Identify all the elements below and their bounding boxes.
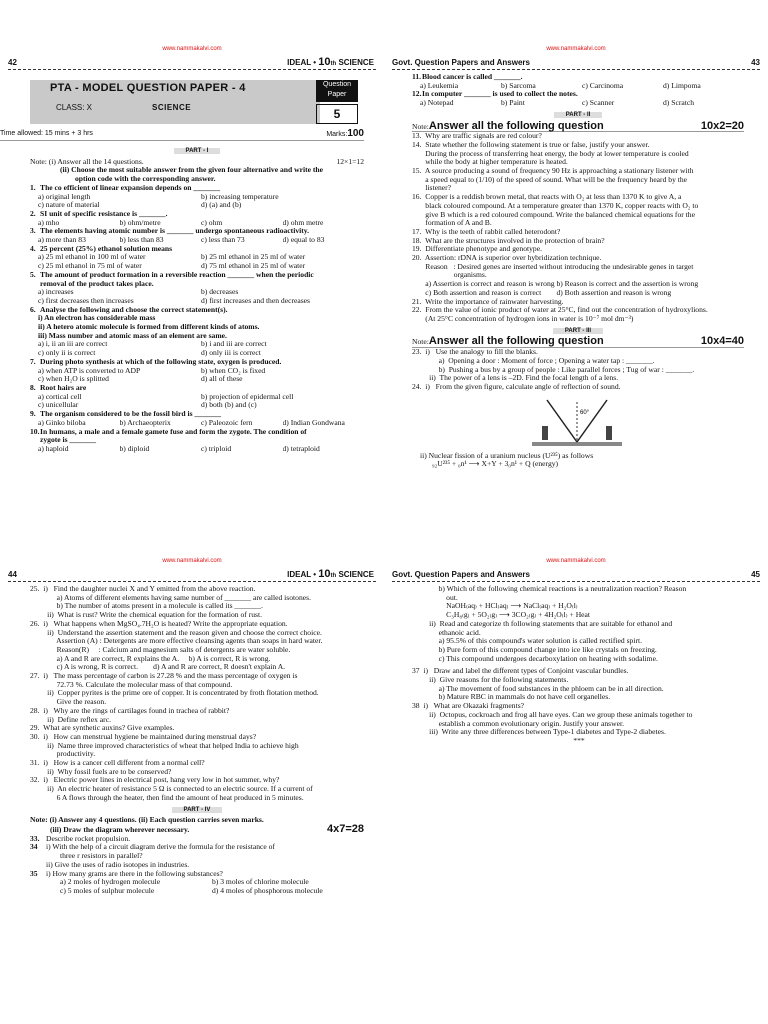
section-heading: Note:Answer all the following question 10x2=20 xyxy=(412,119,744,132)
question-line: 13. Why are traffic signals are red colour? xyxy=(412,132,542,141)
watermark: www.nammakalvi.com xyxy=(162,558,222,564)
question-line: 22. From the value of ionic product of water at 25°C, find out the concentration of hydroxylions. xyxy=(412,306,708,315)
question-2: 2. SI unit of specific resistance is _______. xyxy=(30,208,168,218)
question-line: 31. i) How is a cancer cell different from a normal cell? xyxy=(30,759,205,768)
question-line: 29. What are synthetic auxins? Give examples. xyxy=(30,724,175,733)
question-34: 34 i) With the help of a circuit diagram derive the formula for the resistance of three r resistors in parallel? ii) Give the uses of radio isotopes in industries. xyxy=(30,842,275,869)
watermark: www.nammakalvi.com xyxy=(162,46,222,52)
part3-body: 25. i) Find the daughter nuclei X and Y emitted from the above reaction. a) Atoms of different elements having same number of _______ are called isotones. b) The number of atoms present in a molecule is called its _______. ii) What is rust? Write the chemical equation for the formation of rust. 26. i) What happens when MgSO₄.7H₂O is heated? Write the appropriate equation. ii) Understand the assertion statement and the reason given and choose the correct choice. Assertion (A) : Detergents are more effective cleansing agents than soaps in hard water. Reason(R) : Calcium and magnesium salts of detergents are water soluble. a) A and R are correct, R explains the A. b) A is correct, R is wrong. c) A is wrong, R is correct. d) A and R are correct, R doesn't explain A. 27. i) The mass percentage of carbon is 27.28 % and the mass percentage of oxygen is 72.73 %. Calculate the molecular mass of that compound. ii) Copper pyrites is the prime ore of copper. It is concentrated by froth flotation method. Give the reason. 28. i) Why are the rings of cartilages found in trachea of rabbit? ii) Define reflex arc. 29. What are synthetic auxins? Give examples. 30. i) How can menstrual hygiene be maintained during menstrual days? ii) Name three improved characteristics of wheat that helped India to achieve high productivity. 31. i) How is a cancer cell different from a normal cell? ii) Why fossil fuels are to be conserved? 32. i) Electric power lines in electrical post, hang very low in hot summer, why? ii) An electric heater of resistance 5 Ω is connected to an electric source. If a current of 6 A flows through the heater, then find the amount of heat produced in 5 minutes. PART - IV Note: (i) Answer any 4 questions. (ii) Each question carries seven marks. (iii) Draw the diagram wherever necessary. 4x7=28 33. Describe rocket propulsion. 34 i) With the help of a circuit diagram derive the formula for the resistance of three r resistors in parallel? ii) Give the uses of radio isotopes in industries. 35 i) How many grams are there in the following substances? a) 2 moles of hydrogen molecule b) 3 moles of chlorine molecule c) 5 moles of sulphur molecule d) 4 moles of phosphorous molecule xyxy=(30,585,364,895)
note-line: Note: (i) Answer all the 14 questions. xyxy=(30,156,144,166)
question-line: C₃H₈₍g₎ + 5O₂₍g₎ ⟶ 3CO₂₍g₎ + 4H₂O₍l₎ + Heat xyxy=(412,611,591,620)
question-list xyxy=(412,132,744,323)
question-paper-number: 5 xyxy=(316,104,358,124)
question-line: b) Which of the following chemical reactions is a neutralization reaction? Reason xyxy=(412,585,687,593)
reflected-tube xyxy=(577,400,607,442)
question-line: ethanoic acid. xyxy=(412,628,481,637)
question-list xyxy=(412,348,744,392)
question-line: ii) An electric heater of resistance 5 Ω is connected to an electric source. If a current of xyxy=(30,785,313,794)
question-line: b) Pure form of this compound change into ice like crystals on freezing. xyxy=(412,645,657,654)
page-number: 43 xyxy=(751,57,760,67)
options: a) Ginko biloba b) Archaeopterix c) Paleozoic fern d) Indian Gondwana xyxy=(38,418,345,427)
options: a) cortical cell b) projection of epidermal cell c) unicellular d) both (b) and (c) xyxy=(38,392,294,410)
section-heading: Note:Answer all the following question 10x4=40 xyxy=(412,335,744,348)
options: a) haploid b) diploid c) triploid d) tetraploid xyxy=(38,444,320,453)
question-10: 10. In humans, a male and a female gamete fuse and form the zygote. The condition of zygote is _______ xyxy=(30,426,307,445)
question-line: 21. Write the importance of rainwater harvesting. xyxy=(412,297,564,306)
subject-label: SCIENCE xyxy=(152,103,192,112)
header-brand: IDEAL • 10th SCIENCE xyxy=(287,567,374,580)
question-line: 14. State whether the following statement is true or false, justify your answer. xyxy=(412,140,650,149)
question-line: 32. i) Electric power lines in electrical post, hang very low in hot summer, why? xyxy=(30,776,280,785)
part1-body: PART - I Note: (i) Answer all the 14 questions. 12×1=12 (ii) Choose the most suitable answer from the given four alternative and write the option code with the corresponding answer. 1. The co efficient of linear expansion depends on _______ a) original length b) increasing temperature c) nature of material d) (a) and (b) 2. SI unit of specific resistance is _______. a) mho b) ohm/metre c) ohm d) ohm metre 3. The elements having atomic number is _______ undergo spontaneous radioactivity. a) more than 83 b) less than 83 c) less than 73 d) equal to 83 4. 25 percent (25%) ethanol solution means a) 25 ml ethanol in 100 ml of water b) 25 ml ethanol in 25 ml of water c) 25 ml ethanol in 75 ml of water d) 75 ml ethanol in 25 ml of water 5. The amount of product formation in a reversible reaction _______ when the periodic removal of the product takes place. a) increases b) decreases c) first decreases then increases d) first increases and then decreases 6. Analyse the following and choose the correct statement(s). i) An electron has considerable mass ii) A hetero atomic molecule is formed from different kinds of atoms. iii) Mass number and atomic mass of an element are same. a) i, ii an iii are correct b) i and iii are correct c) only ii is correct d) only iii is correct 7. During photo synthesis at which of the following state, oxygen is produced. a) when ATP is converted to ADP b) when CO₂ is fixed c) when H₂O is splitted d) all of these 8. Root hairs are a) cortical cell b) projection of epidermal cell c) unicellular d) both (b) and (c) 9. The organism considered to be the fossil bird is _______ a) Ginko biloba b) Archaeopterix c) Paleozoic fern d) Indian Gondwana 10. In humans, a male and a female gamete fuse and form the zygote. The condition of zygote is _______ a) haploid b) diploid c) triploid d) tetraploid xyxy=(30,148,364,453)
question-line: 27. i) The mass percentage of carbon is 27.28 % and the mass percentage of oxygen is xyxy=(30,672,298,681)
question-list xyxy=(412,667,746,737)
question-line: ii) Octopus, cockroach and frog all have eyes. Can we group these animals together to xyxy=(412,710,693,719)
page-header xyxy=(392,569,760,582)
question-line: ii) Define reflex arc. xyxy=(30,715,111,724)
question-8: 8. Root hairs are xyxy=(30,382,87,392)
question-3: 3. The elements having atomic number is _______ undergo spontaneous radioactivity. xyxy=(30,226,310,236)
question-6: 6. Analyse the following and choose the correct statement(s). xyxy=(30,304,228,314)
question-35: 35 i) How many grams are there in the following substances? a) 2 moles of hydrogen molecule b) 3 moles of chlorine molecule c) 5 moles of sulphur molecule d) 4 moles of phosphorous molecule xyxy=(30,868,323,895)
question-line: 16. Copper is a reddish brown metal, that reacts with O₂ at less than 1370 K to give A, a xyxy=(412,193,682,202)
question-line: 19. Differentiate phenotype and genotype. xyxy=(412,245,542,254)
page-number: 44 xyxy=(8,569,17,579)
question-line: organisms. xyxy=(412,271,487,280)
question-list xyxy=(412,585,746,663)
question-line: 38 i) What are Okazaki fragments? xyxy=(412,702,525,711)
options: a) i, ii an iii are correct b) i and iii are correct c) only ii is correct d) only iii is correct xyxy=(38,340,267,358)
question-12: 12. In computer _______ is used to collect the notes. xyxy=(412,89,578,99)
part-label: PART - III xyxy=(412,326,744,336)
question-line: b) Mature RBC in mammals do not have cell organelles. xyxy=(412,693,611,702)
question-line: a) Opening a door : Moment of force ; Opening a water tap : _______. xyxy=(412,356,655,365)
question-line: listener? xyxy=(412,184,452,193)
question-line: 25. i) Find the daughter nuclei X and Y emitted from the above reaction. xyxy=(30,585,256,593)
end-mark: *** xyxy=(573,735,585,745)
question-line: give B which is a red coloured compound. Write the balanced chemical equations for the xyxy=(412,210,695,219)
options: a) more than 83 b) less than 83 c) less than 73 d) equal to 83 xyxy=(38,236,325,245)
question-line: out. xyxy=(412,593,458,602)
source-stand xyxy=(542,426,548,440)
question-line: formation of A and B. xyxy=(412,219,492,228)
question-line: ii) What is rust? Write the chemical equation for the formation of rust. xyxy=(30,611,263,620)
question-line: ii) The power of a lens is –2D. Find the focal length of a lens. xyxy=(412,374,619,383)
question-line: ii) Read and categorize th following statements that are suitable for ethanol and xyxy=(412,619,673,628)
class-label: CLASS: X xyxy=(56,103,93,112)
part2-body: 11. Blood cancer is called _______. a) Leukemia b) Sarcoma c) Carcinoma d) Limpoma 12. In computer _______ is used to collect the notes. a) Notepad b) Paint c) Scanner d) Scratch PART - II Note:Answer all the following question 10x2=20 13. Why are traffic signals are red colour? 14. State whether the following statement is true or false, justify your answer. During the process of transferring heat energy, the body at lower temperature is cooled while the body at higher temperature is heated. 15. A source producing a sound of frequency 90 Hz is approaching a stationary listener with a speed equal to (1/10) of the speed of sound. What will be the frequency heard by the listener? 16. Copper is a reddish brown metal, that reacts with O₂ at less than 1370 K to give A, a black coloured compound. At a temperature greater than 1370 K, copper reacts with O₂ to give B which is a red coloured compound. Write the balanced chemical equations for the formation of A and B. 17. Why is the teeth of rabbit called heterodont? 18. What are the structures involved in the protection of brain? 19. Differentiate phenotype and genotype. 20. Assertion: rDNA is superior over hybridization technique. Reason : Desired genes are inserted without introducing the undesirable genes in target organisms. a) Assertion is correct and reason is wrong b) Reason is correct and the assertion is wrong c) Both assertion and reason is correct d) Both assertion and reason is wrong 21. Write the importance of rainwater harvesting. 22. From the value of ionic product of water at 25°C, find out the concentration of hydroxylions. (At 25°C concentration of hydrogen ions in water is 10⁻⁷ mol dm⁻³) PART - III Note:Answer all the following question 10x4=40 23. i) Use the analogy to fill the blanks. a) Opening a door : Moment of force ; Opening a water tap : _______. b) Pushing a bus by a group of people : Like parallel forces ; Tug of war : _______. ii) The power of a lens is –2D. Find the focal length of a lens. 24. i) From the given figure, calculate angle of reflection of sound. 60° ii) Nuclear fission of a uranium nucleus (U²³⁵) as follows ₉₂U²³⁵ + ₀n¹ ⟶ X+Y + 3₀n¹ + Q (energy) xyxy=(412,72,744,469)
question-line: a) Atoms of different elements having same number of _______ are called isotones. xyxy=(30,593,311,602)
header-brand: Govt. Question Papers and Answers xyxy=(392,57,530,67)
question-11: 11. Blood cancer is called _______. xyxy=(412,72,523,81)
question-line: ii) Why fossil fuels are to be conserved? xyxy=(30,767,172,776)
question-line: During the process of transferring heat energy, the body at lower temperature is cooled xyxy=(412,149,689,158)
part-label: PART - II xyxy=(412,110,744,120)
options: a) original length b) increasing temperature c) nature of material d) (a) and (b) xyxy=(38,192,279,210)
note-line: Note: (i) Answer any 4 questions. (ii) Each question carries seven marks. xyxy=(30,816,264,825)
question-line: c) A is wrong, R is correct. d) A and R are correct, R doesn't explain A. xyxy=(30,663,286,672)
question-9: 9. The organism considered to be the fossil bird is _______ xyxy=(30,409,222,419)
question-line: establish a common evolutionary origin. Justify your answer. xyxy=(412,719,624,728)
page-number: 45 xyxy=(751,569,760,579)
question-paper-label: Question Paper xyxy=(316,80,358,102)
question-line: 37 i) Draw and label the different types of Conjoint vascular bundles. xyxy=(412,667,629,676)
header-brand: IDEAL • 10th SCIENCE xyxy=(287,55,374,68)
question-line: 18. What are the structures involved in the protection of brain? xyxy=(412,236,605,245)
question-line: a) A and R are correct, R explains the A. b) A is correct, R is wrong. xyxy=(30,654,271,663)
marks: Marks:100 xyxy=(326,128,364,139)
page-header xyxy=(8,569,376,582)
options: a) increases b) decreases c) first decreases then increases d) first increases and then decreases xyxy=(38,288,311,305)
question-line: b) Pushing a bus by a group of people : Like parallel forces ; Tug of war : _______. xyxy=(412,365,695,374)
watermark: www.nammakalvi.com xyxy=(546,46,606,52)
question-7: 7. During photo synthesis at which of the following state, oxygen is produced. xyxy=(30,356,282,366)
question-line: 24. i) From the given figure, calculate angle of reflection of sound. xyxy=(412,382,621,391)
page-44 xyxy=(0,512,384,1024)
question-line: iii) Write any three differences between Type-1 diabetes and Type-2 diabetes. xyxy=(412,728,666,737)
options: a) Notepad b) Paint c) Scanner d) Scratch xyxy=(420,99,694,108)
header-brand: Govt. Question Papers and Answers xyxy=(392,569,530,579)
question-line: ii) Understand the assertion statement and the reason given and choose the correct choice. xyxy=(30,628,322,637)
question-line: Assertion (A) : Detergents are more effective cleansing agents than soaps in hard water. xyxy=(30,637,323,646)
question-list xyxy=(30,585,364,803)
note-line: (ii) Choose the most suitable answer from the given four alternative and write the xyxy=(60,166,324,175)
part-label: PART - IV xyxy=(30,805,364,815)
listener-stand xyxy=(606,426,612,440)
question-line: c) Both assertion and reason is correct d) Both assertion and reason is wrong xyxy=(412,288,672,297)
angle-label: 60° xyxy=(580,409,590,416)
reflection-figure xyxy=(522,392,632,452)
question-line: black coloured compound. At a temperature greater than 1370 K, copper reacts with O₂ to xyxy=(412,201,699,210)
paper-banner xyxy=(30,80,320,124)
watermark: www.nammakalvi.com xyxy=(546,558,606,564)
paper-title: PTA - MODEL QUESTION PAPER - 4 xyxy=(50,82,246,94)
question-line: 72.73 %. Calculate the molecular mass of that compound. xyxy=(30,680,233,689)
question-4: 4. 25 percent (25%) ethanol solution means xyxy=(30,243,173,253)
question-line: a) The movement of food substances in the phloem can be in all direction. xyxy=(412,684,664,693)
question-line: 6 A flows through the heater, then find the amount of heat produced in 5 minutes. xyxy=(30,793,304,802)
question-line: Reason(R) : Calcium and magnesium salts of detergents are water soluble. xyxy=(30,645,291,654)
options: a) when ATP is converted to ADP b) when CO₂ is fixed c) when H₂O is splitted d) all of these xyxy=(38,366,266,384)
part-label: PART - I xyxy=(30,146,364,156)
reflecting-surface xyxy=(532,442,622,446)
question-line: a speed equal to (1/10) of the speed of sound. What will be the frequency heard by the xyxy=(412,175,688,184)
page-header xyxy=(392,57,760,70)
question-line: Reason : Desired genes are inserted without introducing the undesirable genes in target xyxy=(412,262,694,271)
question-line: 15. A source producing a sound of frequency 90 Hz is approaching a stationary listener with xyxy=(412,167,694,176)
question-line: while the body at higher temperature is heated. xyxy=(412,158,568,167)
question-line: NaOH₍aq₎ + HCl₍aq₎ ⟶ NaCl₍aq₎ + H₂O₍l₎ xyxy=(412,602,578,611)
question-line: 17. Why is the teeth of rabbit called heterodont? xyxy=(412,227,561,236)
question-line: (At 25°C concentration of hydrogen ions in water is 10⁻⁷ mol dm⁻³) xyxy=(412,314,634,323)
question-line: a) 95.5% of this compound's water solution is called rectified spirt. xyxy=(412,637,642,646)
time-marks-bar xyxy=(0,130,364,141)
question-33: 33. Describe rocket propulsion. xyxy=(30,833,131,843)
page-45 xyxy=(384,512,768,1024)
question-1: 1. The co efficient of linear expansion depends on _______ xyxy=(30,182,221,192)
question-line: 26. i) What happens when MgSO₄.7H₂O is heated? Write the appropriate equation. xyxy=(30,619,288,628)
question-line: 20. Assertion: rDNA is superior over hybridization technique. xyxy=(412,254,602,263)
incident-tube xyxy=(547,400,577,442)
time-allowed: Time allowed: 15 mins + 3 hrs xyxy=(0,130,93,137)
question-line: 23. i) Use the analogy to fill the blanks. xyxy=(412,348,538,357)
question-line: Give the reason. xyxy=(30,698,107,707)
question-5: 5. The amount of product formation in a reversible reaction _______ when the periodic removal of the product takes place. xyxy=(30,269,314,288)
page-42 xyxy=(0,0,384,512)
options: a) mho b) ohm/metre c) ohm d) ohm metre xyxy=(38,218,324,227)
question-line: c) This compound undergoes decarboxylation on heating with sodalime. xyxy=(412,654,658,663)
question-line: ii) Copper pyrites is the prime ore of copper. It is concentrated by froth flotation method. xyxy=(30,689,319,698)
question-line: productivity. xyxy=(30,750,96,759)
page-header xyxy=(8,57,376,70)
options: a) Leukemia b) Sarcoma c) Carcinoma d) Limpoma xyxy=(420,81,701,90)
page-number: 42 xyxy=(8,57,17,67)
options: a) 25 ml ethanol in 100 ml of water b) 25 ml ethanol in 25 ml of water c) 25 ml ethanol in 75 ml of water d) 75 ml ethanol in 25 ml of water xyxy=(38,253,306,271)
question-line: a) Assertion is correct and reason is wrong b) Reason is correct and the assertion is wrong xyxy=(412,280,699,289)
note-line: option code with the corresponding answer. xyxy=(75,175,216,184)
part4-body xyxy=(412,585,746,746)
question-line: ii) Give reasons for the following statements. xyxy=(412,676,569,685)
page-43 xyxy=(384,0,768,512)
question-line: 28. i) Why are the rings of cartilages found in trachea of rabbit? xyxy=(30,706,230,715)
question-line: 30. i) How can menstrual hygiene be maintained during menstrual days? xyxy=(30,732,257,741)
question-line: b) The number of atoms present in a molecule is called its _______. xyxy=(30,602,263,611)
question-line: ii) Name three improved characteristics of wheat that helped India to achieve high xyxy=(30,741,299,750)
